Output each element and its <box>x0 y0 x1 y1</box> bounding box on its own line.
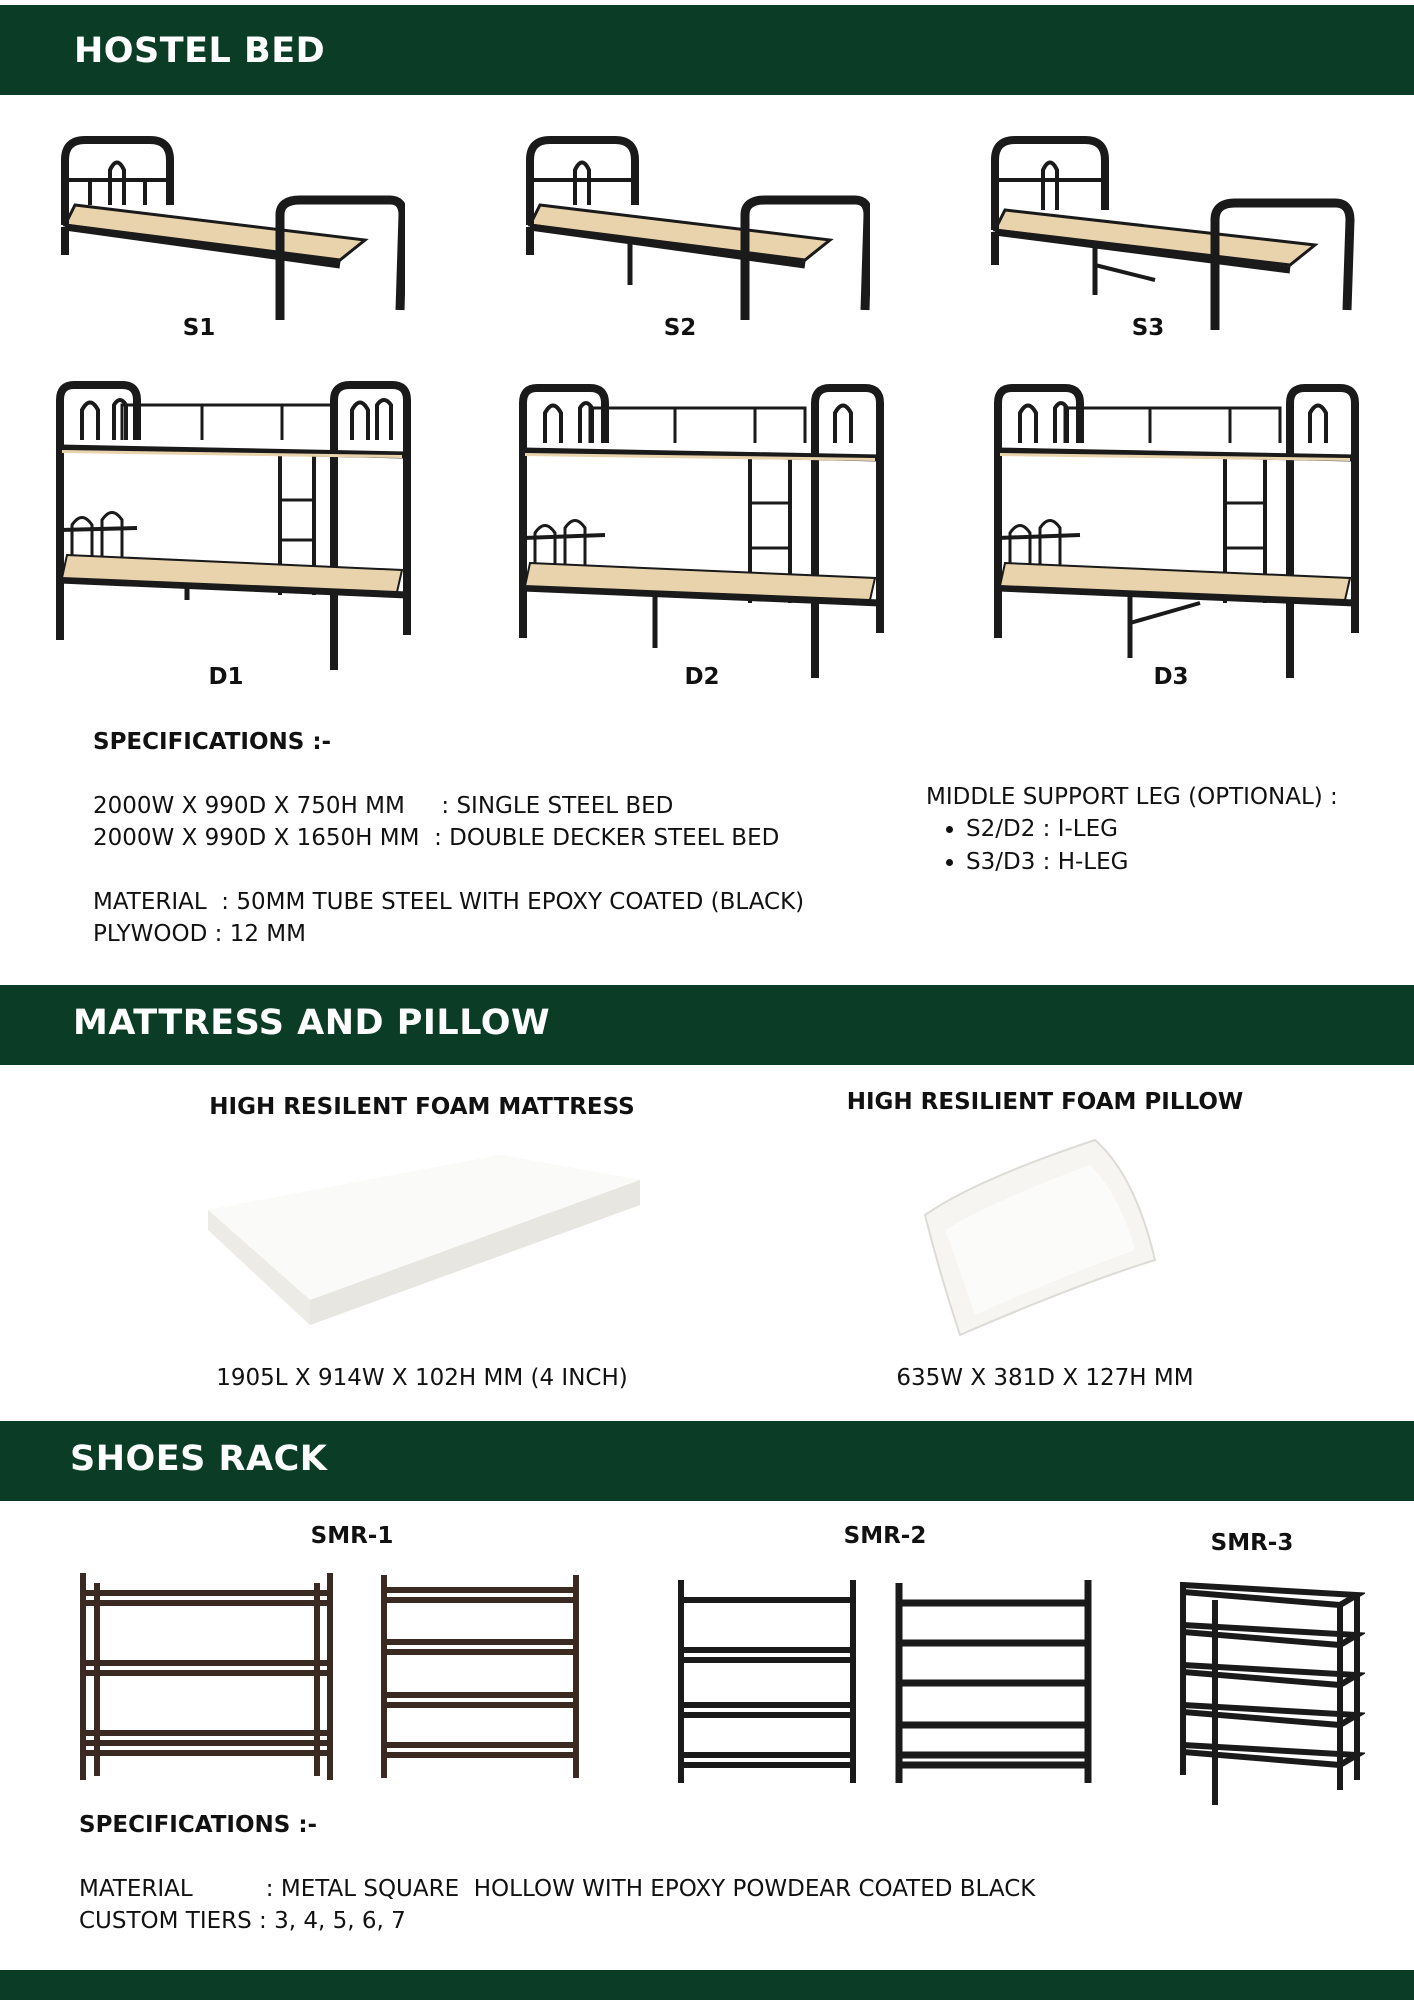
section-title: SHOES RACK <box>70 1439 328 1479</box>
bed-label-d1: D1 <box>208 664 244 690</box>
support-leg-heading: MIDDLE SUPPORT LEG (OPTIONAL) : <box>926 784 1338 810</box>
rack-label-smr3: SMR-3 <box>1210 1530 1294 1556</box>
rack-image-smr1-b <box>378 1570 583 1780</box>
support-leg-list <box>926 813 1128 879</box>
rack-image-smr1-a <box>75 1568 340 1783</box>
bed-label-s1: S1 <box>182 315 216 341</box>
bed-specs-heading: SPECIFICATIONS :- <box>93 729 332 755</box>
bed-spec-single: 2000W X 990D X 750H MM : SINGLE STEEL BED <box>93 793 674 819</box>
pillow-title: HIGH RESILIENT FOAM PILLOW <box>846 1089 1244 1115</box>
rack-image-smr3 <box>1175 1580 1365 1810</box>
support-leg-item: • S2/D2 : I-LEG <box>966 813 1128 846</box>
section-title: HOSTEL BED <box>74 31 326 71</box>
section-header-shoes-rack <box>0 1421 1414 1501</box>
bed-image-s1 <box>55 135 405 325</box>
bed-image-s3 <box>985 135 1355 335</box>
rack-image-smr2-b <box>893 1575 1095 1785</box>
rack-label-smr2: SMR-2 <box>843 1523 927 1549</box>
support-leg-item: • S3/D3 : H-LEG <box>966 846 1128 879</box>
section-title: MATTRESS AND PILLOW <box>73 1003 551 1043</box>
bed-label-s2: S2 <box>663 315 697 341</box>
pillow-image <box>915 1135 1160 1340</box>
bed-image-d1 <box>52 380 412 670</box>
rack-image-smr2-a <box>675 1575 860 1785</box>
rack-spec-tiers: CUSTOM TIERS : 3, 4, 5, 6, 7 <box>79 1908 406 1934</box>
mattress-size: 1905L X 914W X 102H MM (4 INCH) <box>216 1365 628 1391</box>
rack-label-smr1: SMR-1 <box>310 1523 394 1549</box>
section-header-hostel-bed <box>0 5 1414 95</box>
bed-label-s3: S3 <box>1131 315 1165 341</box>
footer-band <box>0 1970 1414 2000</box>
bed-spec-double: 2000W X 990D X 1650H MM : DOUBLE DECKER STEEL BED <box>93 825 780 851</box>
section-header-mattress-pillow <box>0 985 1414 1065</box>
bed-image-d2 <box>515 383 885 683</box>
rack-specs-heading: SPECIFICATIONS :- <box>79 1812 318 1838</box>
mattress-title: HIGH RESILENT FOAM MATTRESS <box>209 1094 635 1120</box>
bed-image-d3 <box>990 383 1360 683</box>
bed-spec-material: MATERIAL : 50MM TUBE STEEL WITH EPOXY COATED (BLACK) <box>93 889 805 915</box>
bed-spec-plywood: PLYWOOD : 12 MM <box>93 921 306 947</box>
pillow-size: 635W X 381D X 127H MM <box>896 1365 1194 1391</box>
bed-label-d3: D3 <box>1153 664 1189 690</box>
mattress-image <box>200 1150 645 1330</box>
bed-image-s2 <box>520 135 870 325</box>
rack-spec-material: MATERIAL : METAL SQUARE HOLLOW WITH EPOXY POWDEAR COATED BLACK <box>79 1876 1036 1902</box>
bed-label-d2: D2 <box>684 664 720 690</box>
